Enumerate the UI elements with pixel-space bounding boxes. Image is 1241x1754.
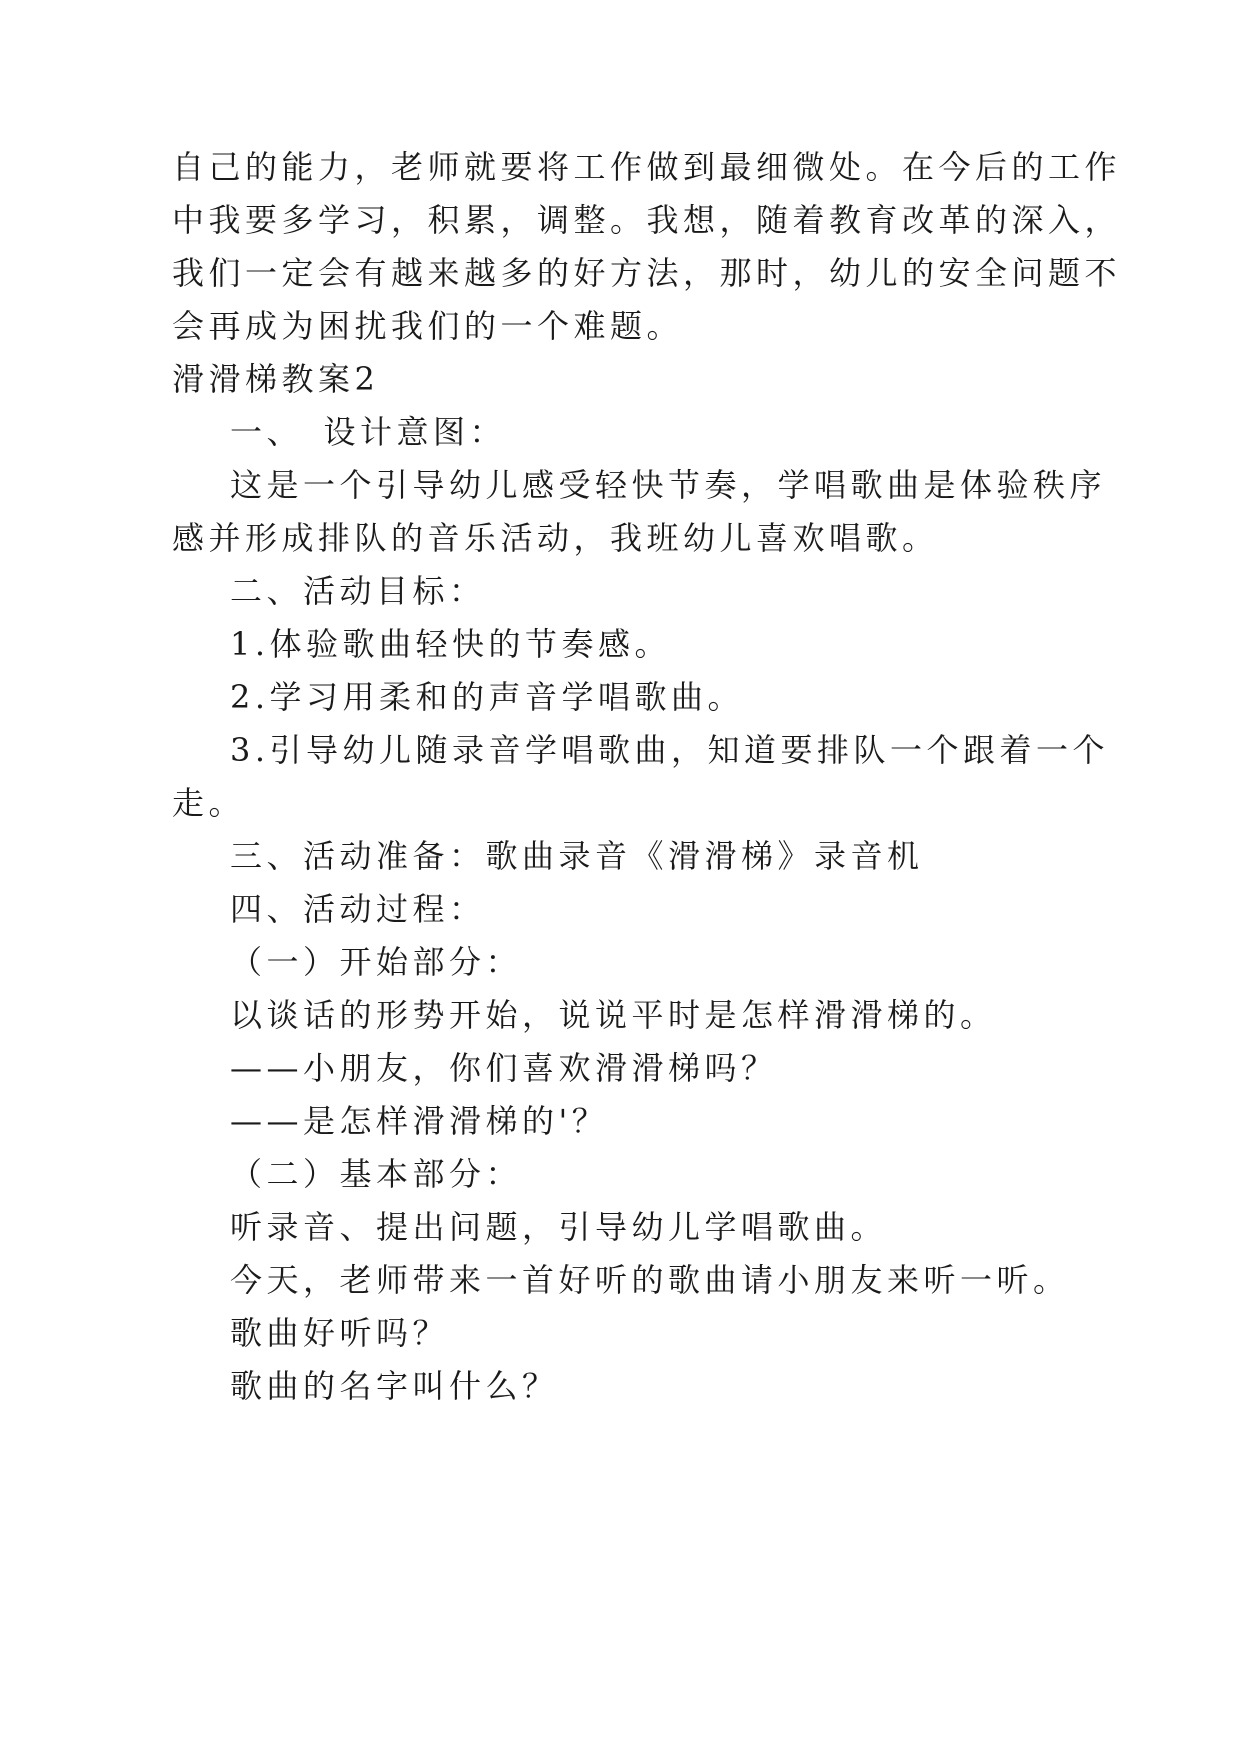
goal-item: 1.体验歌曲轻快的节奏感。 bbox=[230, 625, 672, 663]
paragraph-line: 歌曲的名字叫什么？ bbox=[230, 1367, 559, 1405]
paragraph-line: 会再成为困扰我们的一个难题。 bbox=[172, 307, 684, 345]
section-heading: 四、活动过程： bbox=[230, 890, 486, 928]
document-title: 滑滑梯教案2 bbox=[172, 360, 380, 398]
paragraph-line: 这是一个引导幼儿感受轻快节奏，学唱歌曲是体验秩序 bbox=[230, 466, 1107, 504]
paragraph-line: 以谈话的形势开始，说说平时是怎样滑滑梯的。 bbox=[230, 996, 997, 1034]
section-heading: 二、活动目标： bbox=[230, 572, 486, 610]
paragraph-line: 感并形成排队的音乐活动，我班幼儿喜欢唱歌。 bbox=[172, 519, 939, 557]
paragraph-line: 今天，老师带来一首好听的歌曲请小朋友来听一听。 bbox=[230, 1261, 1070, 1299]
paragraph-line: 中我要多学习，积累，调整。我想，随着教育改革的深入， bbox=[172, 201, 1122, 239]
subsection-heading: （二）基本部分： bbox=[230, 1155, 523, 1193]
section-heading: 一、 设计意图： bbox=[230, 413, 507, 451]
dialogue-line: ——小朋友，你们喜欢滑滑梯吗？ bbox=[230, 1049, 778, 1087]
section-heading: 三、活动准备：歌曲录音《滑滑梯》录音机 bbox=[230, 837, 924, 875]
paragraph-line: 我们一定会有越来越多的好方法，那时，幼儿的安全问题不 bbox=[172, 254, 1122, 292]
paragraph-line: 听录音、提出问题，引导幼儿学唱歌曲。 bbox=[230, 1208, 888, 1246]
paragraph-line: 自己的能力，老师就要将工作做到最细微处。在今后的工作 bbox=[172, 148, 1122, 186]
dialogue-line: ——是怎样滑滑梯的'？ bbox=[230, 1102, 609, 1140]
goal-item: 2.学习用柔和的声音学唱歌曲。 bbox=[230, 678, 745, 716]
paragraph-line: 歌曲好听吗？ bbox=[230, 1314, 450, 1352]
subsection-heading: （一）开始部分： bbox=[230, 943, 523, 981]
goal-item: 3.引导幼儿随录音学唱歌曲，知道要排队一个跟着一个 bbox=[230, 731, 1110, 769]
goal-item-continuation: 走。 bbox=[172, 784, 246, 822]
